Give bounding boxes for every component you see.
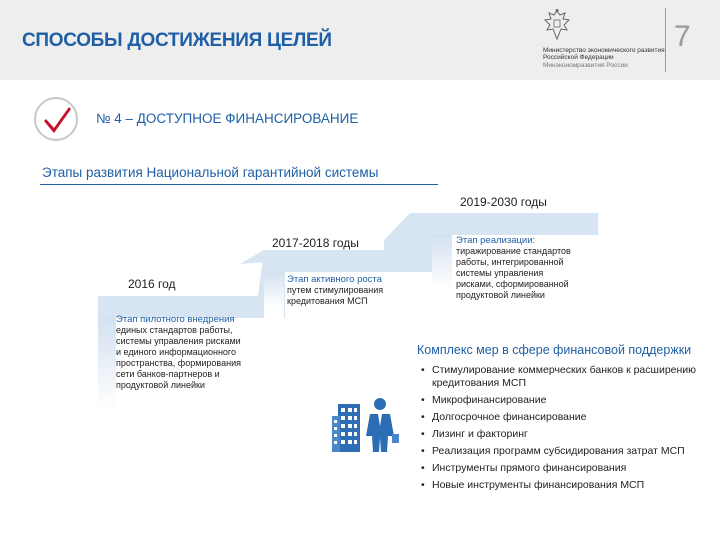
- stage-step-3: [410, 213, 598, 235]
- stage-description: [287, 274, 412, 307]
- stage-line: путем стимулирования: [287, 285, 384, 295]
- stage-year: 2017-2018 годы: [272, 236, 359, 250]
- ministry-line: Российской Федерации: [543, 54, 614, 62]
- measures-title: Комплекс мер в сфере финансовой поддержки: [417, 343, 692, 357]
- stage-line: продуктовой линейки: [116, 380, 205, 390]
- measure-item: • Микрофинансирование: [421, 394, 720, 407]
- measure-item: • Реализация программ субсидирования затрат МСП: [421, 445, 720, 458]
- stage-year: 2016 год: [128, 277, 176, 291]
- stage-line: сети банков-партнеров и: [116, 369, 220, 379]
- measure-item: • Лизинг и факторинг: [421, 428, 720, 441]
- stage-line: рисками, сформированной: [456, 279, 569, 289]
- stage-description: [116, 314, 266, 391]
- stage-title: Этап реализации:: [456, 235, 536, 246]
- ministry-line: Министерство экономического развития: [543, 47, 665, 54]
- stage-line: тиражирование стандартов: [456, 246, 571, 256]
- stage-line: системы управления: [456, 268, 544, 278]
- ministry-short-name: Минэкономразвития России: [543, 61, 628, 69]
- stage-title: Этап пилотного внедрения: [116, 314, 235, 325]
- stage-panel-1: [98, 318, 116, 410]
- stage-line: работы, интегрированной: [456, 257, 564, 267]
- stage-line: пространства, формирования: [116, 358, 241, 368]
- section-title: Этапы развития Национальной гарантийной системы: [42, 165, 379, 180]
- stage-panel-2: [264, 272, 284, 322]
- stage-line: системы управления рисками: [116, 336, 241, 346]
- measure-item: • Стимулирование коммерческих банков к расширению кредитования МСП: [421, 364, 720, 390]
- stage-line: кредитования МСП: [287, 296, 368, 306]
- slide-title: СПОСОБЫ ДОСТИЖЕНИЯ ЦЕЛЕЙ: [22, 30, 332, 51]
- page-number: 7: [674, 20, 691, 53]
- stage-year: 2019-2030 годы: [460, 195, 547, 209]
- measure-item: • Долгосрочное финансирование: [421, 411, 720, 424]
- stage-panel-3: [432, 235, 452, 305]
- business-people-icon: [330, 396, 400, 454]
- stage-line: и единого информационного: [116, 347, 237, 357]
- stage-description: [456, 235, 596, 301]
- stage-line: единых стандартов работы,: [116, 325, 233, 335]
- measures-list: [421, 364, 720, 496]
- measure-item: • Новые инструменты финансирования МСП: [421, 479, 720, 492]
- stage-step-2: [264, 250, 384, 272]
- stage-line: продуктовой линейки: [456, 290, 545, 300]
- goal-title: № 4 – ДОСТУПНОЕ ФИНАНСИРОВАНИЕ: [96, 111, 359, 126]
- measure-item: • Инструменты прямого финансирования: [421, 462, 720, 475]
- stage-title: Этап активного роста: [287, 274, 382, 285]
